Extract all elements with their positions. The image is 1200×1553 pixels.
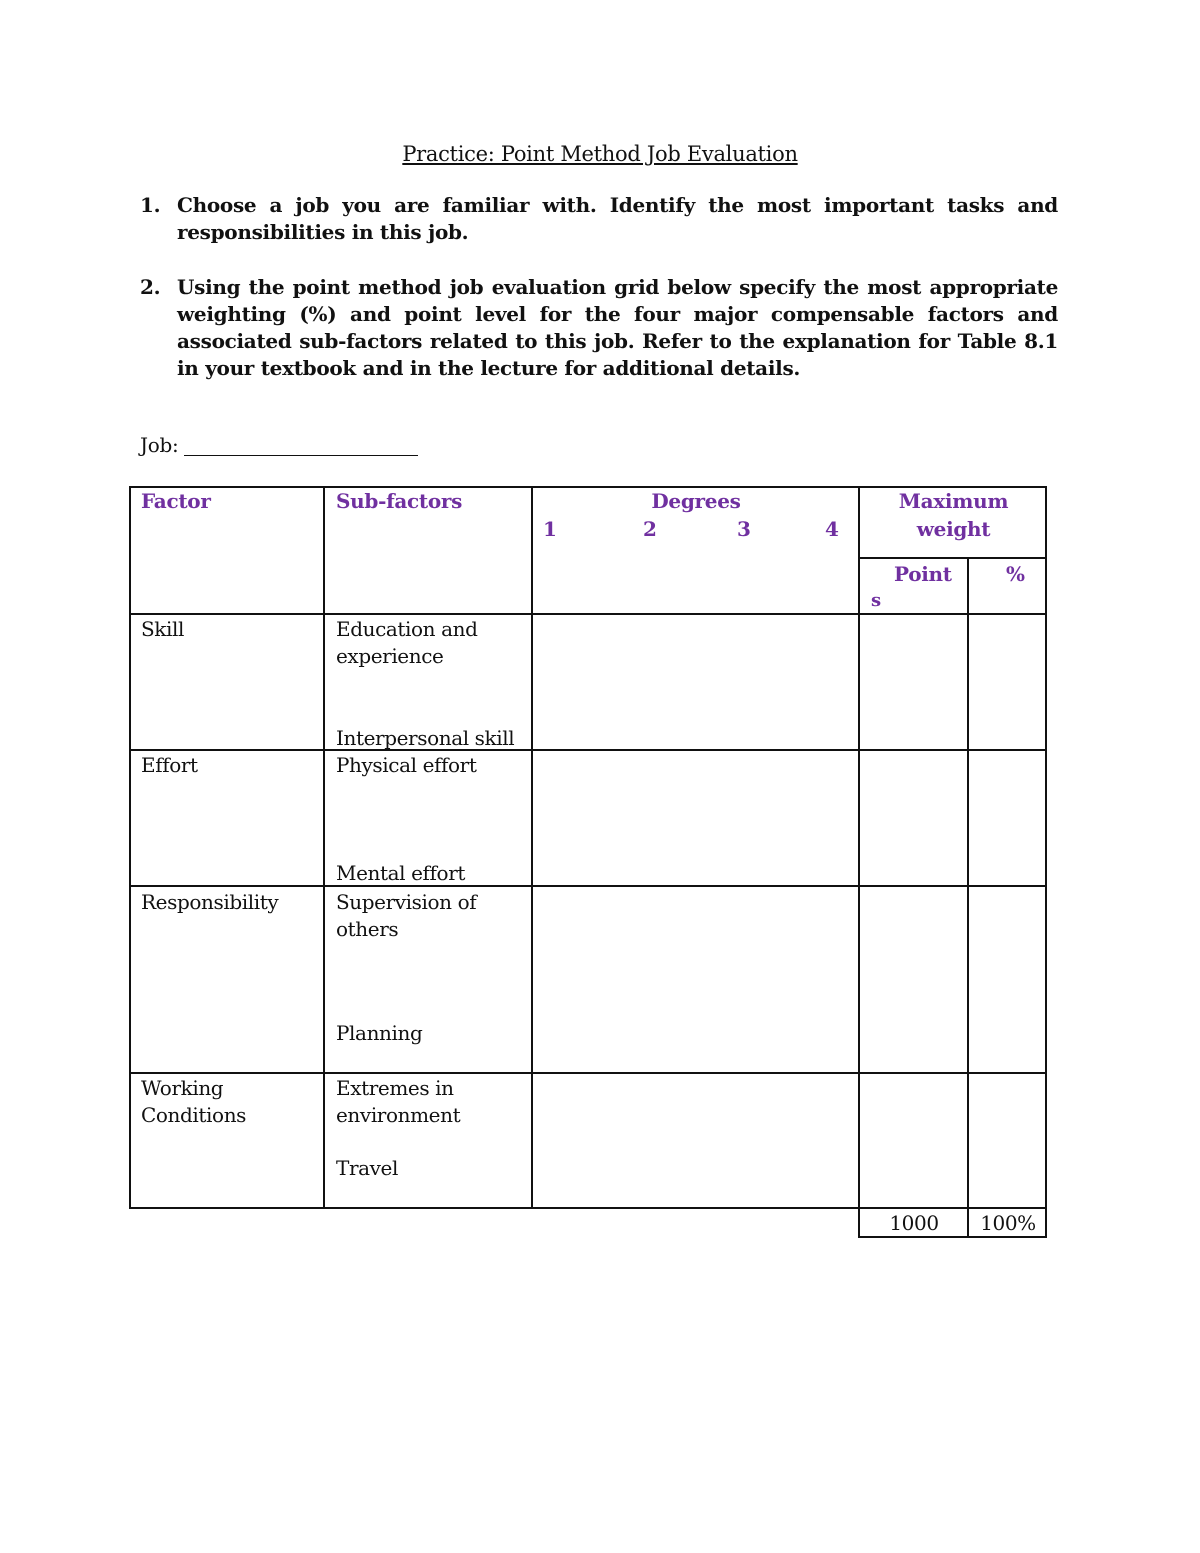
row-divider xyxy=(129,885,1047,887)
header-max-weight-2: weight xyxy=(916,517,991,541)
weight-divider xyxy=(858,557,1047,559)
column-divider xyxy=(967,557,969,1238)
subfactor-cell: Supervision of others xyxy=(336,890,477,941)
job-field xyxy=(140,433,418,457)
row-divider xyxy=(129,1072,1047,1074)
header-percent: % xyxy=(1006,562,1025,586)
column-divider xyxy=(531,486,533,1209)
degree-level: 4 xyxy=(825,517,839,541)
table-border-right xyxy=(1045,486,1047,1238)
column-divider xyxy=(858,486,860,1238)
degree-level: 2 xyxy=(643,517,657,541)
question-2 xyxy=(140,274,1058,382)
header-degrees: Degrees xyxy=(651,489,741,513)
table-border-bottom xyxy=(129,1207,1047,1209)
degree-level: 1 xyxy=(543,517,557,541)
total-percent: 100% xyxy=(980,1211,1036,1235)
subfactor-cell: Extremes in environment xyxy=(336,1076,461,1127)
subfactor-cell: Physical effort xyxy=(336,753,477,777)
header-subfactors: Sub-factors xyxy=(336,489,463,513)
job-label: Job: xyxy=(140,433,179,457)
column-divider xyxy=(323,486,325,1209)
question-text: Choose a job you are familiar with. Identify the most important tasks and responsibilities in this job. xyxy=(177,193,1058,244)
question-text: Using the point method job evaluation grid below specify the most appropriate weighting (%) and point level for the four major compensable factors and associated sub-factors related to this job. Refer to the explanation for Table 8.1 in your textbook and in the lecture for additional details. xyxy=(177,275,1058,380)
question-1 xyxy=(140,192,1058,246)
header-bottom xyxy=(129,613,1047,615)
subfactor-cell: Mental effort xyxy=(336,861,465,885)
factor-cell: Skill xyxy=(141,617,185,641)
header-points-2: s xyxy=(871,590,881,611)
subfactor-cell: Planning xyxy=(336,1021,423,1045)
degree-level: 3 xyxy=(737,517,751,541)
header-points: Point xyxy=(894,562,952,586)
question-number: 1. xyxy=(140,193,161,217)
header-factor: Factor xyxy=(141,489,211,513)
subfactor-cell: Interpersonal skill xyxy=(336,726,515,750)
table-border-left xyxy=(129,486,131,1209)
job-input-line[interactable] xyxy=(184,435,418,456)
header-max-weight: Maximum xyxy=(898,489,1009,513)
total-points: 1000 xyxy=(889,1211,939,1235)
page-title: Practice: Point Method Job Evaluation xyxy=(402,142,798,166)
factor-cell: Responsibility xyxy=(141,890,279,914)
table-border-top xyxy=(129,486,1047,488)
row-divider xyxy=(129,749,1047,751)
factor-cell: Working Conditions xyxy=(141,1076,247,1127)
subfactor-cell: Travel xyxy=(336,1156,398,1180)
subfactor-cell: Education and experience xyxy=(336,617,478,668)
question-number: 2. xyxy=(140,275,161,299)
factor-cell: Effort xyxy=(141,753,198,777)
